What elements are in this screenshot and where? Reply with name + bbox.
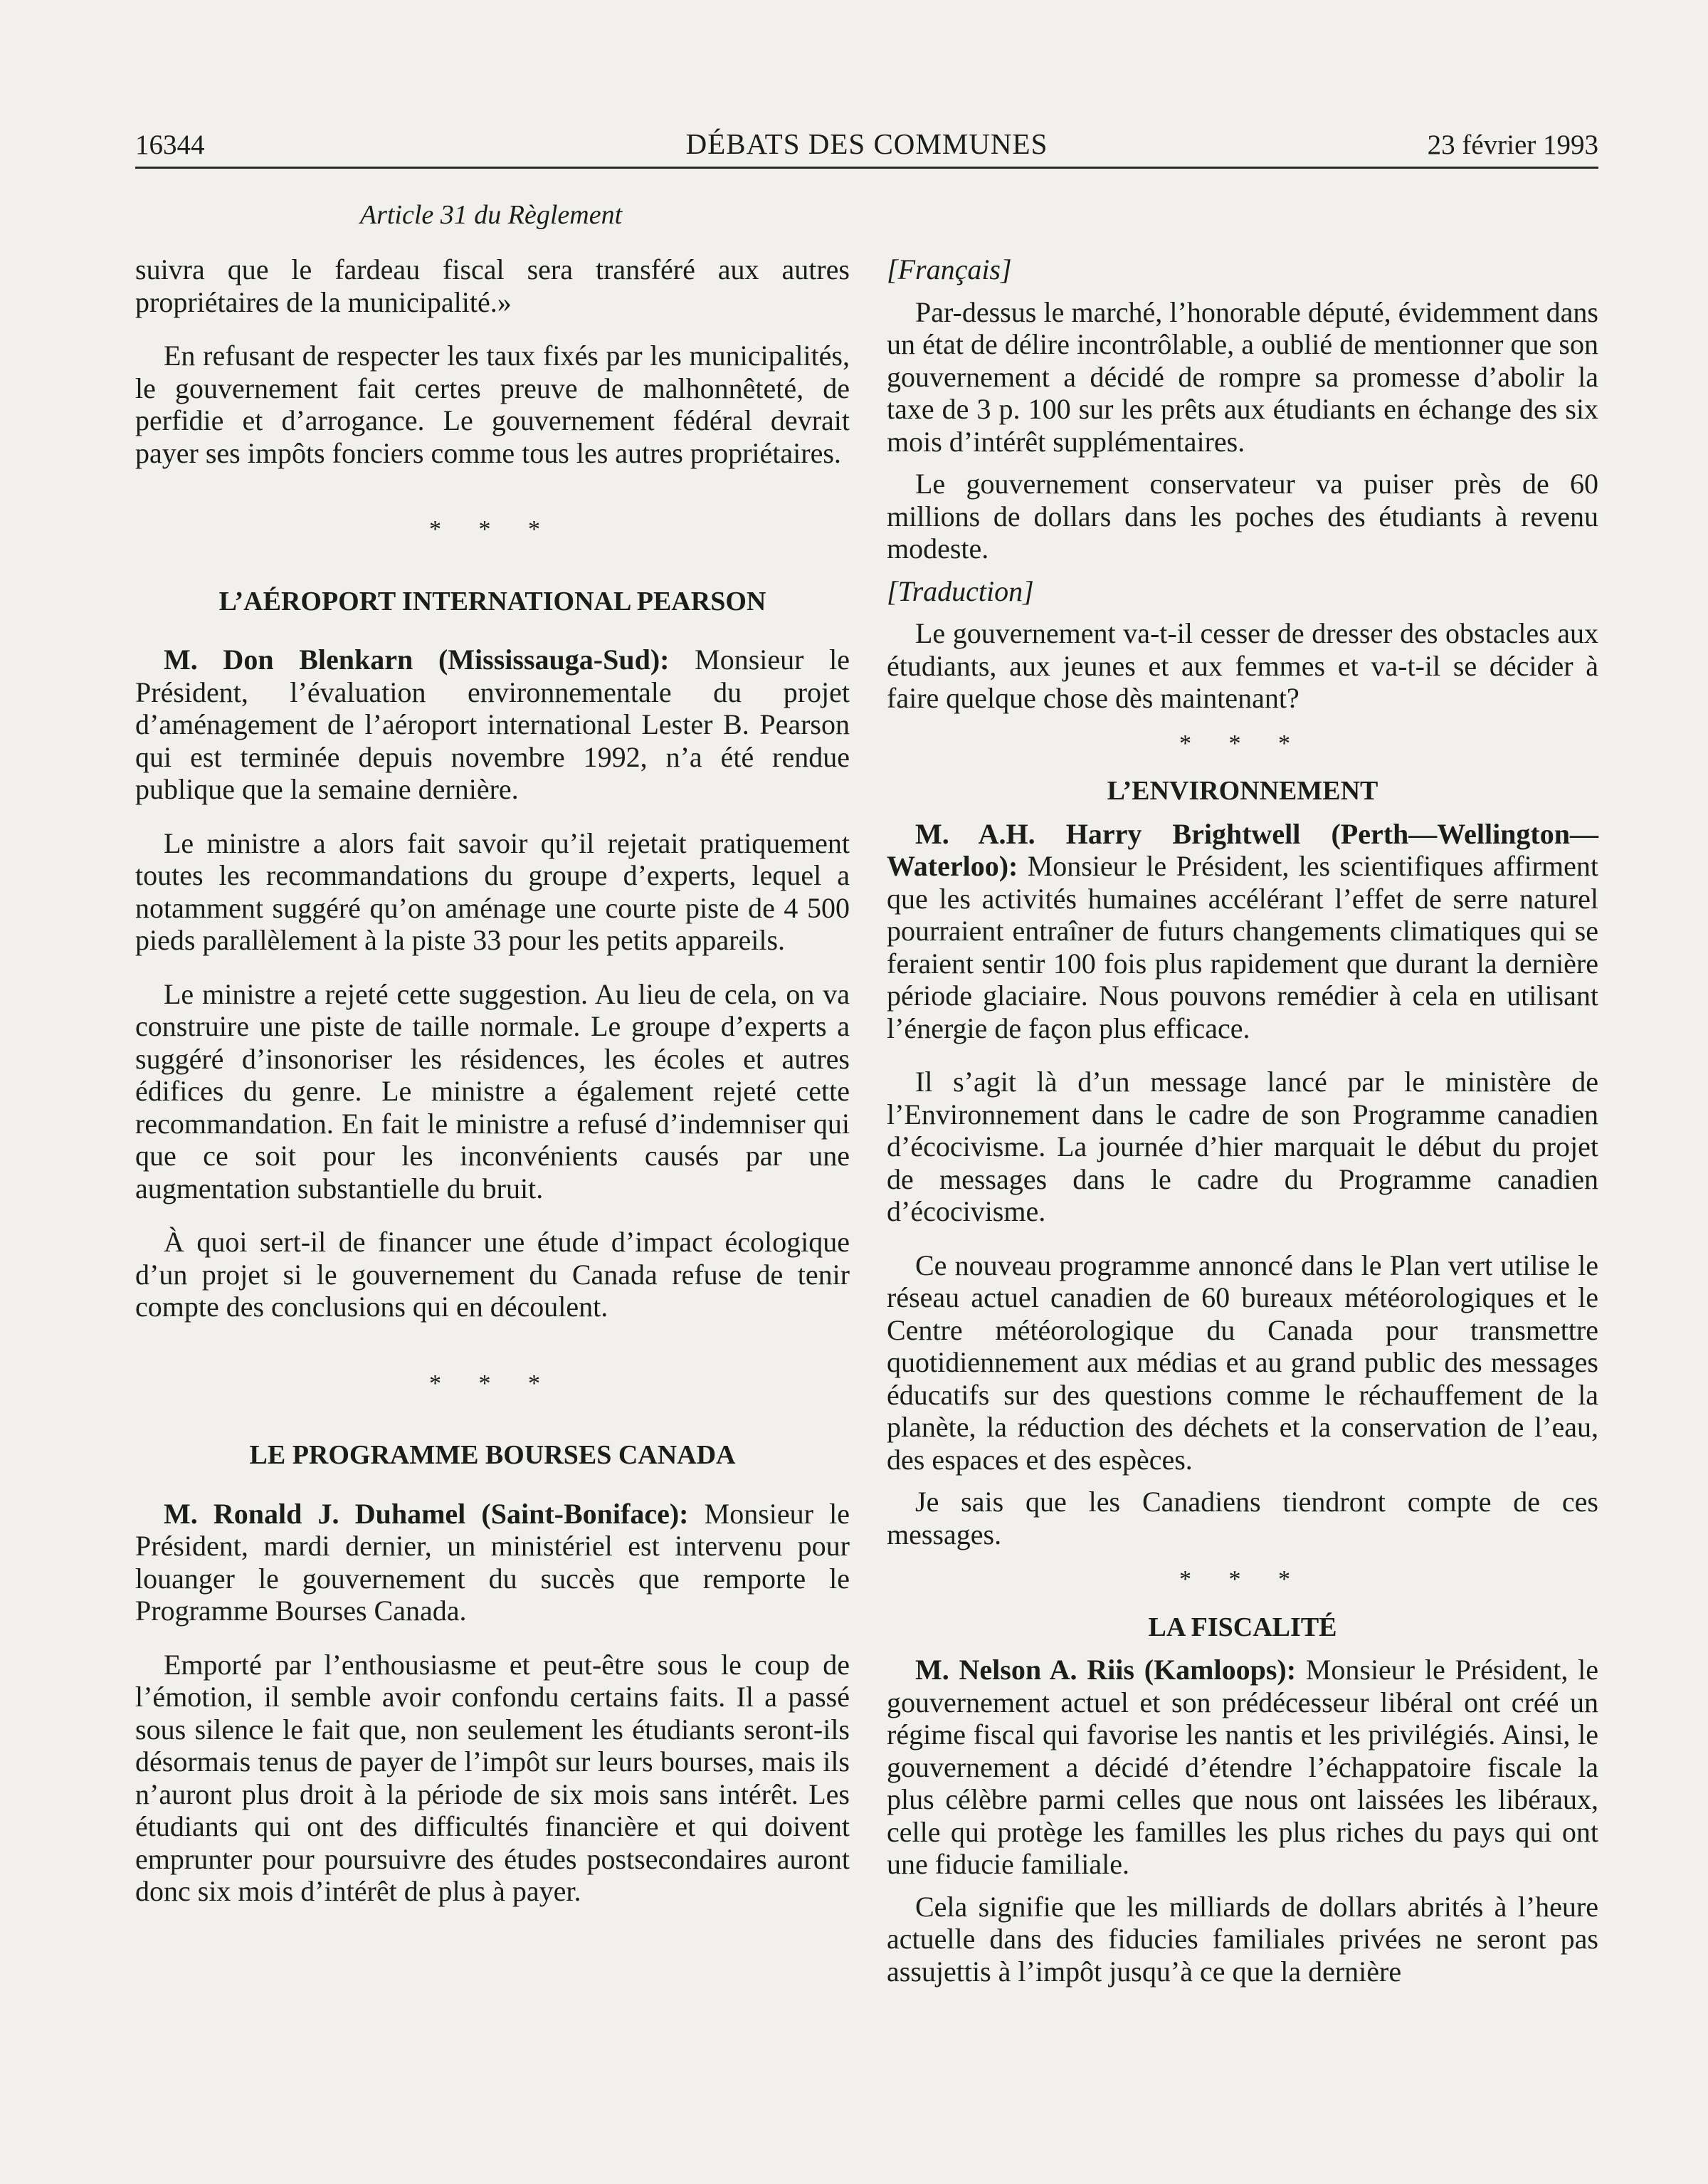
speaker-name: M. Nelson A. Riis (Kamloops):: [915, 1654, 1297, 1686]
statement-text: Monsieur le Président, le gouvernement actuel et son prédécesseur libéral ont créé un régime fiscal qui favorise les nantis et les privilégiés. Ainsi, le gouvernement a décidé d’étendre l’échappatoire fiscale la plus célèbre parmi celles que nous ont laissées les libéraux, celle qui protège les familles les plus riches du pays qui ont une fiducie familiale.: [887, 1654, 1599, 1880]
paragraph: Il s’agit là d’un message lancé par le ministère de l’Environnement dans le cadre de son Programme canadien d’écocivisme. La journée d’hier marquait le début du projet de messages dans le cadre du Programme canadien d’écocivisme.: [887, 1066, 1598, 1227]
statement-text: Monsieur le Président, mardi dernier, un ministériel est intervenu pour louanger le gouvernement du succès que remporte le Programme Bourses Canada.: [135, 1497, 850, 1627]
paragraph: Cela signifie que les milliards de dollars abrités à l’heure actuelle dans des fiducies familiales privées ne seront pas assujettis à l’impôt jusqu’à ce que la dernière: [887, 1890, 1598, 1988]
section-heading: L’AÉROPORT INTERNATIONAL PEARSON: [218, 586, 766, 616]
language-tag: [Traduction]: [887, 574, 1034, 607]
paragraph: Par-dessus le marché, l’honorable député, évidemment dans un état de délire incontrôlable, a oublié de mentionner que son gouvernement a décidé de rompre sa promesse d’abolir la taxe de 3 p. 100 sur les prêts aux étudiants en échange des six mois d’intérêt supplémentaires.: [887, 295, 1598, 458]
right-column: [887, 253, 1598, 1988]
section-separator: * * *: [429, 516, 556, 542]
paragraph: Je sais que les Canadiens tiendront compte de ces messages.: [887, 1486, 1598, 1550]
speaker-name: M. A.H. Harry Brightwell (Perth—Wellington—Waterloo):: [887, 817, 1598, 882]
paragraph: suivra que le fardeau fiscal sera transféré aux autres propriétaires de la municipalité.»: [135, 253, 850, 318]
section-separator: * * *: [1179, 1566, 1306, 1592]
paragraph: Emporté par l’enthousiasme et peut-être sous le coup de l’émotion, il semble avoir confondu certains faits. Il a passé sous silence le fait que, non seulement les étudiants seront-ils désormais tenus de payer de l’impôt sur leurs bourses, mais ils n’auront plus droit à la période de six mois sans intérêt. Les étudiants qui ont des difficultés financière et qui doivent emprunter pour poursuivre des études postsecondaires auront donc six mois d’intérêt de plus à payer.: [135, 1648, 850, 1907]
section-heading: LE PROGRAMME BOURSES CANADA: [249, 1440, 736, 1470]
speaker-name: M. Ronald J. Duhamel (Saint-Boniface):: [164, 1497, 689, 1530]
publication-title: DÉBATS DES COMMUNES: [685, 127, 1048, 160]
statement-paragraph: [887, 1654, 1598, 1881]
paragraph: En refusant de respecter les taux fixés par les municipalités, le gouvernement fait certes preuve de malhonnêteté, de perfidie et d’arrogance. Le gouvernement fédéral devrait payer ses impôts fonciers comme tous les autres propriétaires.: [135, 340, 850, 469]
speaker-name: M. Don Blenkarn (Mississauga-Sud):: [164, 644, 670, 676]
paragraph: Le ministre a alors fait savoir qu’il rejetait pratiquement toutes les recommandations du groupe d’experts, lequel a notamment suggéré qu’on aménage une courte piste de 4 500 pieds parallèlement à la piste 33 pour les petits appareils.: [135, 826, 850, 956]
page-date: 23 février 1993: [1427, 130, 1598, 160]
paragraph: Le gouvernement conservateur va puiser près de 60 millions de dollars dans les poches des étudiants à revenu modeste.: [887, 468, 1598, 565]
paragraph: Le ministre a rejeté cette suggestion. Au lieu de cela, on va construire une piste de taille normale. Le groupe d’experts a suggéré d’insonoriser les résidences, les écoles et autres édifices du genre. Le ministre a également rejeté cette recommandation. En fait le ministre a refusé d’indemniser qui que ce soit pour les inconvénients causés par une augmentation substantielle du bruit.: [135, 977, 850, 1204]
statement-paragraph: [135, 1498, 850, 1627]
section-separator: * * *: [1179, 730, 1306, 757]
page-header: [135, 122, 1598, 169]
statement-paragraph: [887, 818, 1598, 1045]
section-heading: L’ENVIRONNEMENT: [1107, 776, 1378, 806]
page-number: 16344: [135, 130, 205, 160]
left-column: [135, 253, 850, 1908]
section-subheader: Article 31 du Règlement: [359, 200, 623, 230]
paragraph: Le gouvernement va-t-il cesser de dresser des obstacles aux étudiants, aux jeunes et aux femmes et va-t-il se décider à faire quelque chose dès maintenant?: [887, 617, 1598, 714]
statement-text: Monsieur le Président, l’évaluation environnementale du projet d’aménagement de l’aéroport international Lester B. Pearson qui est terminée depuis novembre 1992, n’a été rendue publique que la semaine dernière.: [135, 644, 850, 805]
paragraph: À quoi sert-il de financer une étude d’impact écologique d’un projet si le gouvernement du Canada refuse de tenir compte des conclusions qui en découlent.: [135, 1226, 850, 1323]
section-separator: * * *: [429, 1370, 556, 1397]
statement-text: Monsieur le Président, les scientifiques affirment que les activités humaines accélérant l’effet de serre naturel pourraient entraîner de futurs changements climatiques qui se feraient sentir 100 fois plus rapidement que durant la dernière période glaciaire. Nous pouvons remédier à cela en utilisant l’énergie de façon plus efficace.: [887, 850, 1598, 1044]
language-tag: [Français]: [887, 253, 1012, 285]
section-heading: LA FISCALITÉ: [1148, 1612, 1337, 1642]
paragraph: Ce nouveau programme annoncé dans le Plan vert utilise le réseau actuel canadien de 60 bureaux météorologiques et le Centre météorologique du Canada pour transmettre quotidiennement aux médias et au grand public des messages éducatifs sur des questions comme le réchauffement de la planète, la réduction des déchets et la conservation de l’eau, des espaces et des espèces.: [887, 1249, 1598, 1476]
statement-paragraph: [135, 644, 850, 806]
